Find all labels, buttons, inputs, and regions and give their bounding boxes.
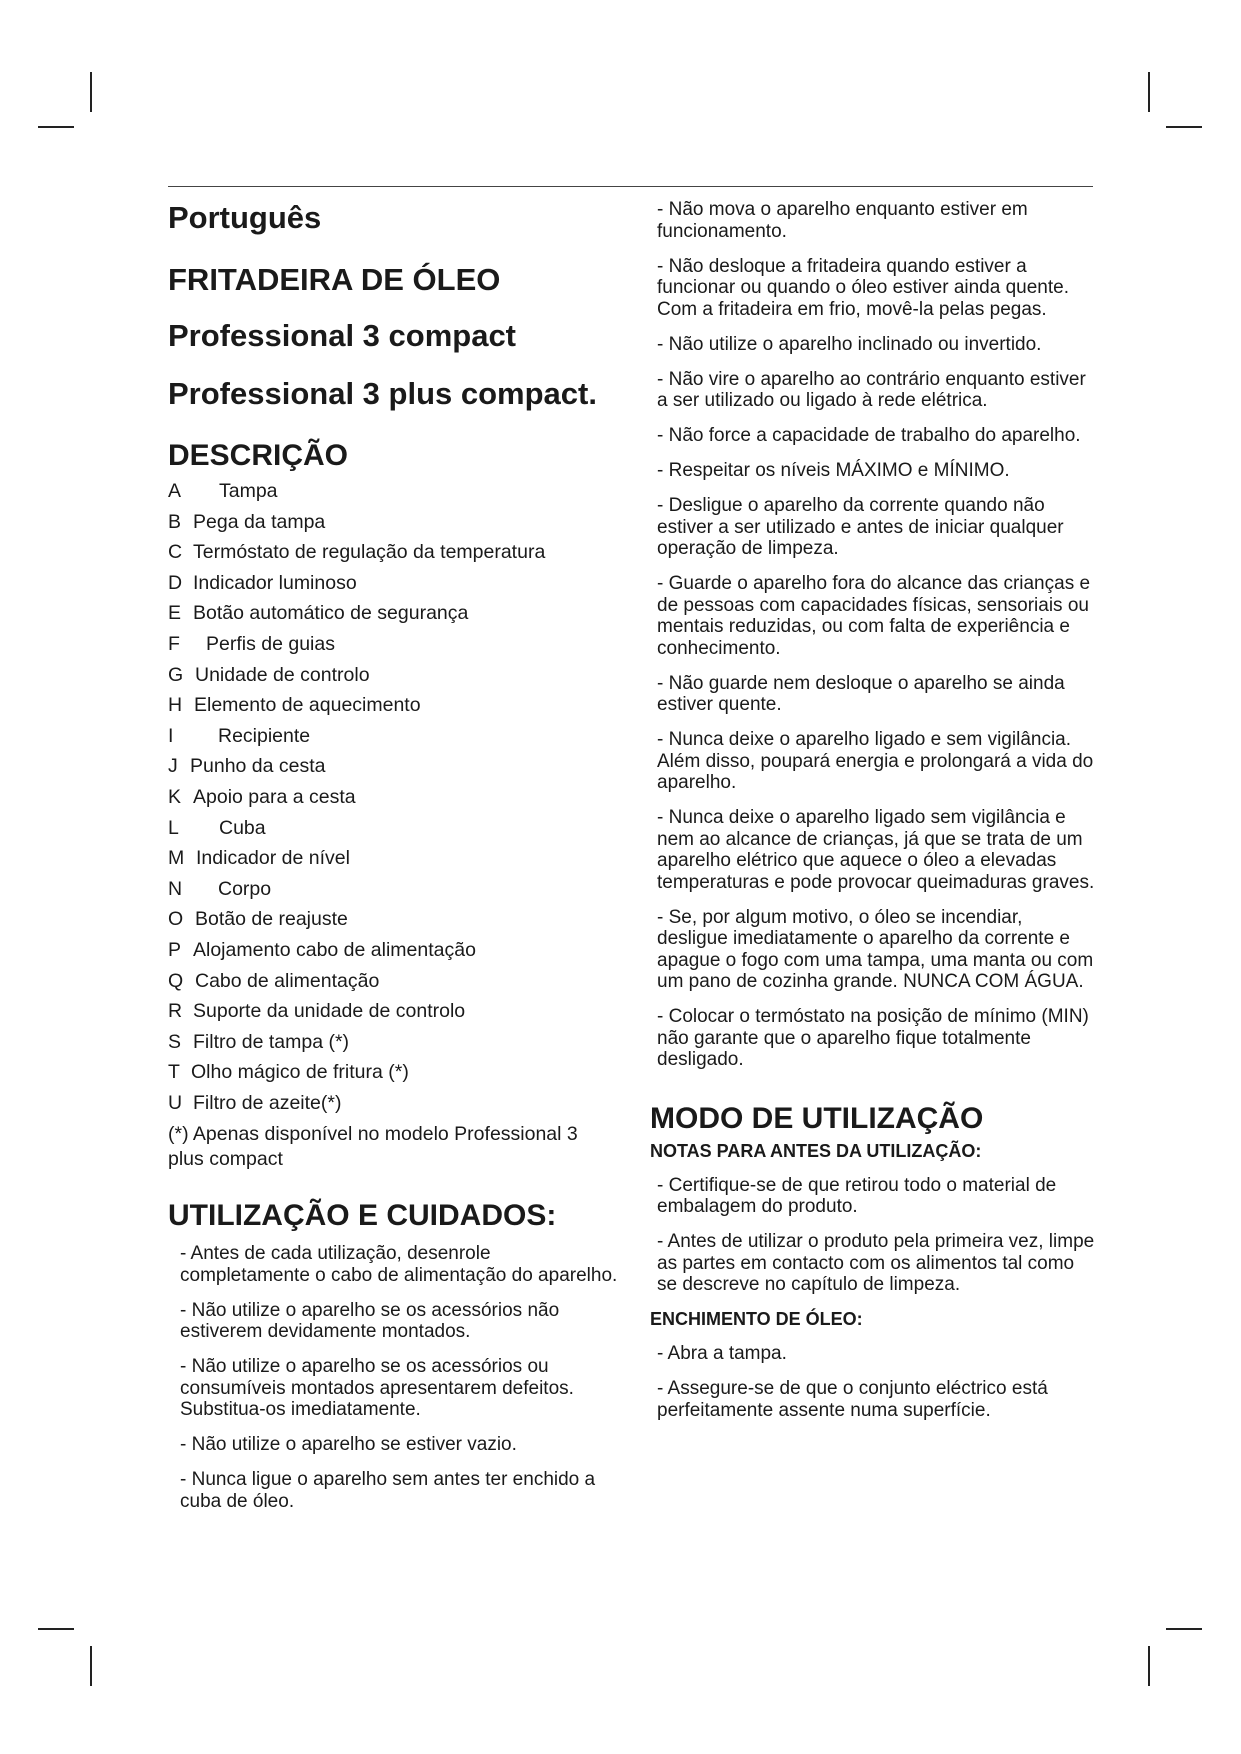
item-label: Suporte da unidade de controlo [193,1000,466,1023]
item-label: Indicador de nível [196,847,350,870]
item-label: Tampa [219,480,278,502]
usage-care-item: - Não utilize o aparelho se estiver vazio. [180,1434,517,1456]
item-label: Perfis de guias [206,632,335,655]
list-item [168,996,618,1027]
usage-care-item: - Se, por algum motivo, o óleo se incendiar, desligue imediatamente o aparelho da corrente e apague o fogo com uma tampa, uma manta ou com um pano de cozinha grande. NUNCA COM ÁGUA. [657,906,1094,992]
notes-subheading: NOTAS PARA ANTES DA UTILIZAÇÃO: [650,1140,982,1161]
crop-mark [38,126,74,128]
item-letter: U [168,1091,183,1114]
usage-care-item: - Antes de cada utilização, desenrole completamente o cabo de alimentação do aparelho. [180,1243,618,1286]
item-letter: O [168,908,184,931]
description-footnote: (*) Apenas disponível no modelo Professional 3 plus compact [168,1123,578,1171]
item-label: Indicador luminoso [193,571,357,594]
usage-care-item: - Não utilize o aparelho se os acessórios ou consumíveis montados apresentarem defeitos. Substitua-os imediatamente. [180,1356,574,1421]
item-label: Unidade de controlo [195,663,370,686]
usage-care-item: - Guarde o aparelho fora do alcance das crianças e de pessoas com capacidades físicas, sensoriais ou mentais reduzidas, ou com falta de experiência e conhecimento. [657,573,1091,659]
model-title-1: Professional 3 compact [168,318,517,353]
description-list [168,476,618,1118]
list-item [168,843,618,874]
item-letter: B [168,510,182,533]
item-letter: D [168,571,183,594]
usage-care-item: - Não mova o aparelho enquanto estiver em funcionamento. [657,199,1028,242]
crop-mark [90,72,92,112]
right-column [650,199,1095,1435]
crop-mark [1148,1646,1150,1686]
item-letter: J [168,755,178,778]
item-label: Alojamento cabo de alimentação [193,938,476,961]
list-item [168,966,618,997]
item-label: Elemento de aquecimento [194,694,421,717]
description-heading: DESCRIÇÃO [168,439,349,472]
item-label: Filtro de tampa (*) [193,1030,350,1053]
item-label: Corpo [218,877,272,900]
item-letter: G [168,663,184,686]
list-item [168,507,618,538]
list-item [168,721,618,752]
list-item [168,1088,618,1119]
notes-item: - Antes de utilizar o produto pela primeira vez, limpe as partes em contacto com os alimentos tal como se descreve no capítulo de limpeza. [657,1231,1095,1295]
list-item [168,1027,618,1058]
notes-item: - Certifique-se de que retirou todo o material de embalagem do produto. [657,1174,1057,1217]
item-letter: M [168,847,185,870]
usage-care-item: - Não force a capacidade de trabalho do aparelho. [657,425,1081,446]
usage-care-item: - Nunca deixe o aparelho ligado e sem vigilância. Além disso, poupará energia e prolongará a vida do aparelho. [657,729,1094,793]
list-item [168,874,618,905]
usage-care-item: - Não utilize o aparelho se os acessórios não estiverem devidamente montados. [180,1299,560,1343]
list-item [168,751,618,782]
item-label: Cabo de alimentação [195,969,380,992]
oil-step: - Abra a tampa. [657,1343,787,1364]
list-item [168,690,618,721]
item-letter: P [168,938,182,961]
item-letter: R [168,1000,183,1023]
usage-care-item: - Não utilize o aparelho inclinado ou invertido. [657,333,1042,355]
list-item [168,629,618,660]
item-label: Punho da cesta [190,755,326,778]
usage-care-item: - Nunca deixe o aparelho ligado sem vigilância e nem ao alcance de crianças, já que se trata de um aparelho elétrico que aquece o óleo a elevadas temperaturas e pode provocar queimaduras graves. [657,807,1095,893]
usage-care-item: - Respeitar os níveis MÁXIMO e MÍNIMO. [657,460,1010,481]
item-letter: L [168,816,179,839]
list-item [168,935,618,966]
item-letter: S [168,1030,182,1053]
crop-mark [38,1628,74,1630]
list-item [168,904,618,935]
language-heading: Português [168,200,322,235]
usage-care-item: - Nunca ligue o aparelho sem antes ter enchido a cuba de óleo. [180,1469,596,1512]
item-label: Pega da tampa [193,510,326,533]
product-type-title: FRITADEIRA DE ÓLEO [168,262,501,297]
item-letter: H [168,694,183,717]
item-label: Olho mágico de fritura (*) [191,1061,409,1084]
item-letter: K [168,785,182,808]
crop-mark [1148,72,1150,112]
usage-care-heading: UTILIZAÇÃO E CUIDADOS: [168,1199,557,1233]
usage-mode-heading: MODO DE UTILIZAÇÃO [650,1101,984,1135]
list-item [168,1057,618,1088]
item-letter: A [168,480,182,502]
crop-mark [1166,1628,1202,1630]
item-letter: N [168,877,183,900]
item-letter: C [168,541,183,564]
oil-step: - Assegure-se de que o conjunto eléctrico está perfeitamente assente numa superfície. [657,1378,1048,1421]
list-item [168,813,618,844]
usage-care-item: - Não desloque a fritadeira quando estiver a funcionar ou quando o óleo estiver ainda quente. Com a fritadeira em frio, movê-la pelas pegas. [657,255,1069,320]
usage-care-item: - Não guarde nem desloque o aparelho se ainda estiver quente. [657,672,1065,715]
item-letter: I [168,724,174,747]
list-item [168,660,618,691]
usage-care-item: - Colocar o termóstato na posição de mínimo (MIN) não garante que o aparelho fique totalmente desligado. [657,1006,1089,1070]
item-letter: E [168,602,182,625]
left-column [168,196,618,1526]
model-title-2: Professional 3 plus compact. [168,376,597,411]
item-letter: F [168,632,180,655]
item-label: Botão de reajuste [195,908,348,931]
item-label: Recipiente [218,724,311,747]
list-item [168,476,618,507]
crop-mark [90,1646,92,1686]
list-item [168,598,618,629]
usage-care-item: - Desligue o aparelho da corrente quando não estiver a ser utilizado e antes de iniciar qualquer operação de limpeza. [657,495,1064,559]
item-label: Cuba [219,816,266,839]
list-item [168,782,618,813]
item-letter: Q [168,969,184,992]
item-label: Botão automático de segurança [193,602,469,625]
item-label: Termóstato de regulação da temperatura [193,541,546,564]
list-item [168,537,618,568]
item-label: Apoio para a cesta [193,785,356,808]
usage-care-item: - Não vire o aparelho ao contrário enquanto estiver a ser utilizado ou ligado à rede elétrica. [657,368,1086,411]
oil-filling-subheading: ENCHIMENTO DE ÓLEO: [650,1309,863,1329]
list-item [168,568,618,599]
header-rule [168,186,1093,187]
crop-mark [1166,126,1202,128]
item-letter: T [168,1061,180,1084]
item-label: Filtro de azeite(*) [193,1091,342,1114]
